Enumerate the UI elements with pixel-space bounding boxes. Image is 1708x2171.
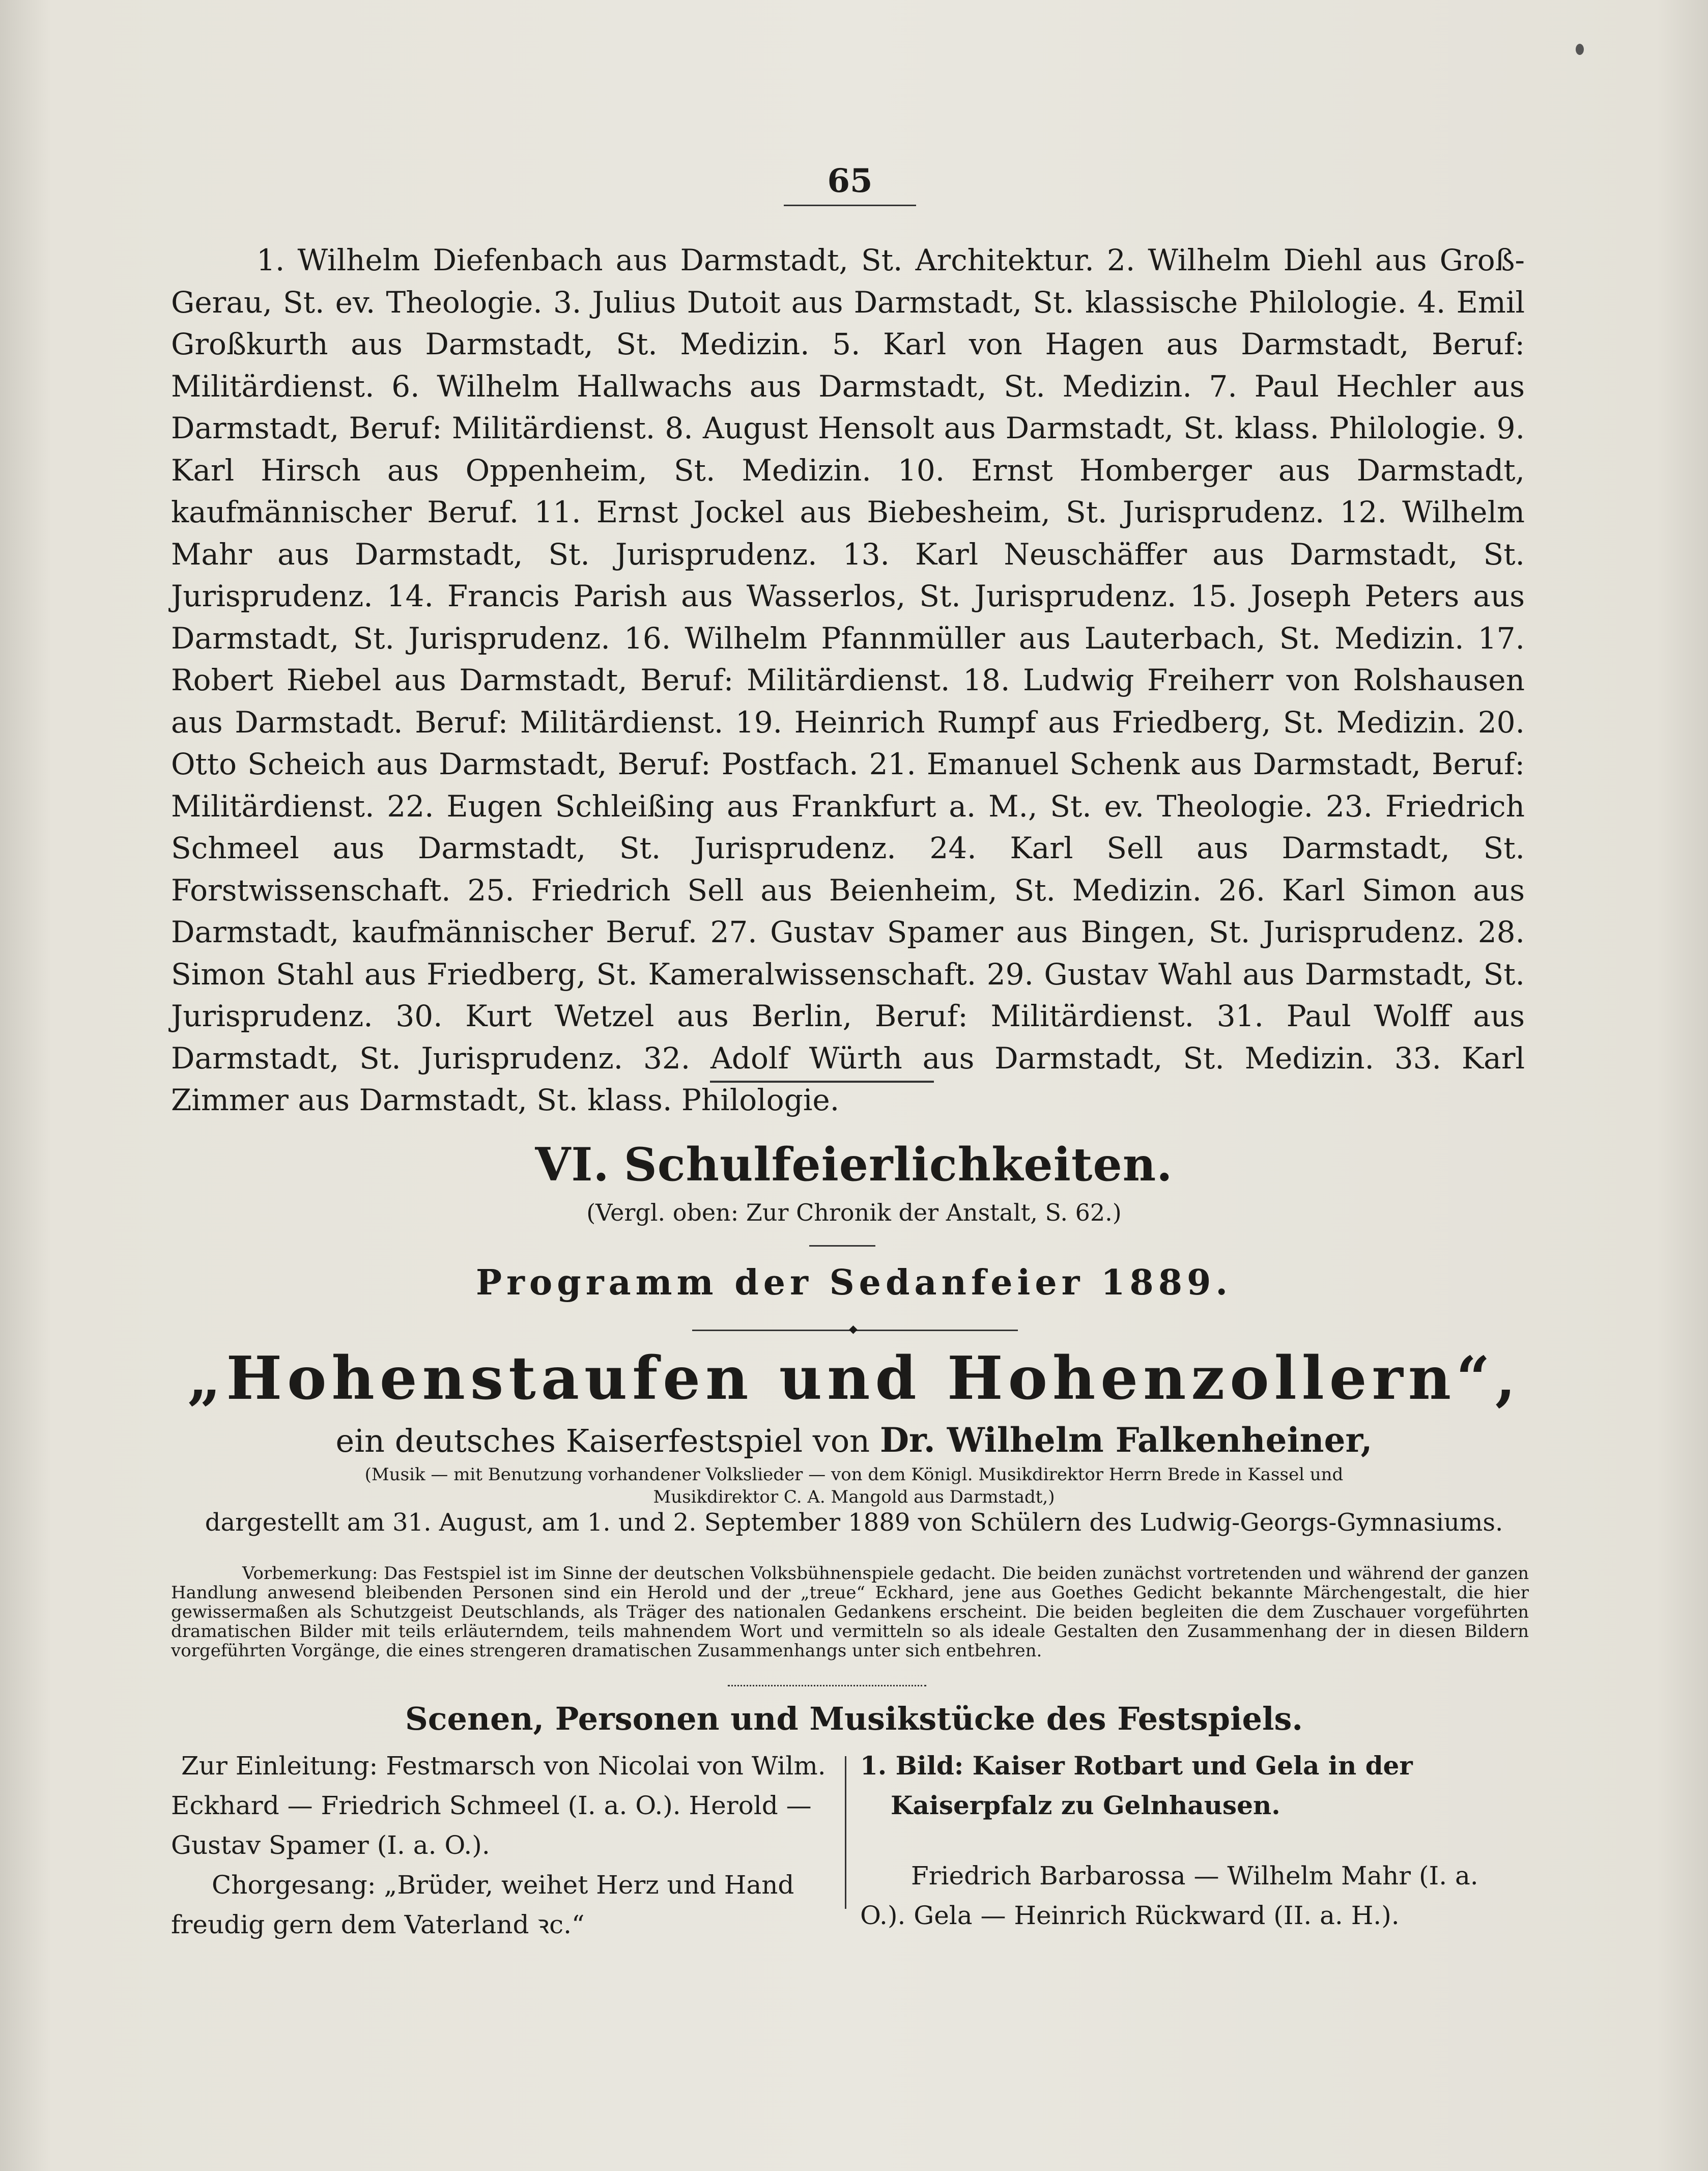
play-title: „Hohenstaufen und Hohenzollern“,: [187, 1344, 1521, 1413]
music-note: [0, 1463, 1708, 1508]
section-divider: [710, 1081, 934, 1083]
introduction-line: Zur Einleitung: Festmarsch von Nicolai von Wilm.: [181, 1751, 826, 1781]
dotted-divider: [728, 1685, 926, 1686]
performance-dates: dargestellt am 31. August, am 1. und 2. September 1889 von Schülern des Ludwig-Georgs-Gymnasiums.: [205, 1508, 1503, 1537]
play-author: Dr. Wilhelm Falkenheiner,: [879, 1420, 1373, 1460]
section-reference: (Vergl. oben: Zur Chronik der Anstalt, S. 62.): [586, 1199, 1122, 1226]
students-list: 1. Wilhelm Diefenbach aus Darmstadt, St. Architektur. 2. Wilhelm Diehl aus Groß-Gerau, St. ev. Theologie. 3. Julius Dutoit aus Darmstadt, St. klassische Philologie. 4. Emil Großkurth aus Darmstadt, St. Medizin. 5. Karl von Hagen aus Darmstadt, Beruf: Militärdienst. 6. Wilhelm Hallwachs aus Darmstadt, St. Medizin. 7. Paul Hechler aus Darmstadt, Beruf: Militärdienst. 8. August Hensolt aus Darmstadt, St. klass. Philologie. 9. Karl Hirsch aus Oppenheim, St. Medizin. 10. Ernst Homberger aus Darmstadt, kaufmännischer Beruf. 11. Ernst Jockel aus Biebesheim, St. Jurisprudenz. 12. Wilhelm Mahr aus Darmstadt, St. Jurisprudenz. 13. Karl Neuschäffer aus Darmstadt, St. Jurisprudenz. 14. Francis Parish aus Wasserlos, St. Jurisprudenz. 15. Joseph Peters aus Darmstadt, St. Jurisprudenz. 16. Wilhelm Pfannmüller aus Lauterbach, St. Medizin. 17. Robert Riebel aus Darmstadt, Beruf: Militärdienst. 18. Ludwig Freiherr von Rolshausen aus Darmstadt. Beruf: Militärdienst. 19. Heinrich Rumpf aus Friedberg, St. Medizin. 20. Otto Scheich aus Darmstadt, Beruf: Postfach. 21. Emanuel Schenk aus Darmstadt, Beruf: Militärdienst. 22. Eugen Schleißing aus Frankfurt a. M., St. ev. Theologie. 23. Friedrich Schmeel aus Darmstadt, St. Jurisprudenz. 24. Karl Sell aus Darmstadt, St. Forstwissenschaft. 25. Friedrich Sell aus Beienheim, St. Medizin. 26. Karl Simon aus Darmstadt, kaufmännischer Beruf. 27. Gustav Spamer aus Bingen, St. Jurisprudenz. 28. Simon Stahl aus Friedberg, St. Kameralwissenschaft. 29. Gustav Wahl aus Darmstadt, St. Jurisprudenz. 30. Kurt Wetzel aus Berlin, Beruf: Militärdienst. 31. Paul Wolff aus Darmstadt, St. Jurisprudenz. 32. Adolf Würth aus Darmstadt, St. Medizin. 33. Karl Zimmer aus Darmstadt, St. klass. Philologie.: [171, 243, 1525, 1117]
scenes-left-column: [171, 1746, 828, 1944]
play-subtitle-prefix: ein deutsches Kaiserfestspiel von: [335, 1422, 870, 1459]
scenes-heading: Scenen, Personen und Musikstücke des Festspiels.: [405, 1700, 1303, 1737]
introduction-cast: Eckhard — Friedrich Schmeel (I. a. O.). Herold — Gustav Spamer (I. a. O.).: [171, 1791, 812, 1860]
scenes-right-column: [860, 1746, 1524, 1935]
scene-one-title: 1. Bild: Kaiser Rotbart und Gela in der Kaiserpfalz zu Gelnhausen.: [860, 1751, 1413, 1820]
page-number: 65: [827, 162, 873, 200]
page-number-rule: [784, 205, 916, 206]
column-divider: [845, 1756, 846, 1909]
program-title: Programm der Sedanfeier 1889.: [475, 1262, 1233, 1303]
section-title: Schulfeierlichkeiten.: [623, 1138, 1173, 1192]
music-note-line: Musikdirektor C. A. Mangold aus Darmstadt,): [653, 1487, 1055, 1507]
chorus-line: Chorgesang: „Brüder, weihet Herz und Hand freudig gern dem Vaterland ꝛc.“: [171, 1870, 794, 1939]
section-heading: [0, 1138, 1708, 1192]
page-blemish: [1576, 44, 1584, 55]
section-number: VI.: [535, 1138, 610, 1192]
music-note-line: (Musik — mit Benutzung vorhandener Volkslieder — von dem Königl. Musikdirektor Herrn Brede in Kassel und: [364, 1464, 1344, 1485]
short-divider: [809, 1245, 875, 1247]
preliminary-remark: Vorbemerkung: Das Festspiel ist im Sinne der deutschen Volksbühnenspiele gedacht. Die beiden zunächst vortretenden und während der ganzen Handlung anwesend bleibenden Personen sind ein Herold und der „treue“ Eckhard, jene aus Goethes Gedicht bekannte Märchengestalt, die hier gewissermaßen als Schutzgeist Deutschlands, als Träger des nationalen Gedankens erscheint. Die beiden begleiten die dem Zuschauer vorgeführten dramatischen Bilder mit teils erläuterndem, teils mahnendem Wort und vermitteln so als ideale Gestalten den Zusammenhang der in diesen Bildern vorgeführten Vorgänge, die eines strengeren dramatischen Zusammenhangs unter sich entbehren.: [171, 1563, 1529, 1661]
play-subtitle: [0, 1420, 1708, 1460]
scene-one-cast: Friedrich Barbarossa — Wilhelm Mahr (I. a. O.). Gela — Heinrich Rückward (II. a. H.).: [860, 1861, 1478, 1930]
ornament-diamond-icon: ◆: [849, 1323, 858, 1336]
